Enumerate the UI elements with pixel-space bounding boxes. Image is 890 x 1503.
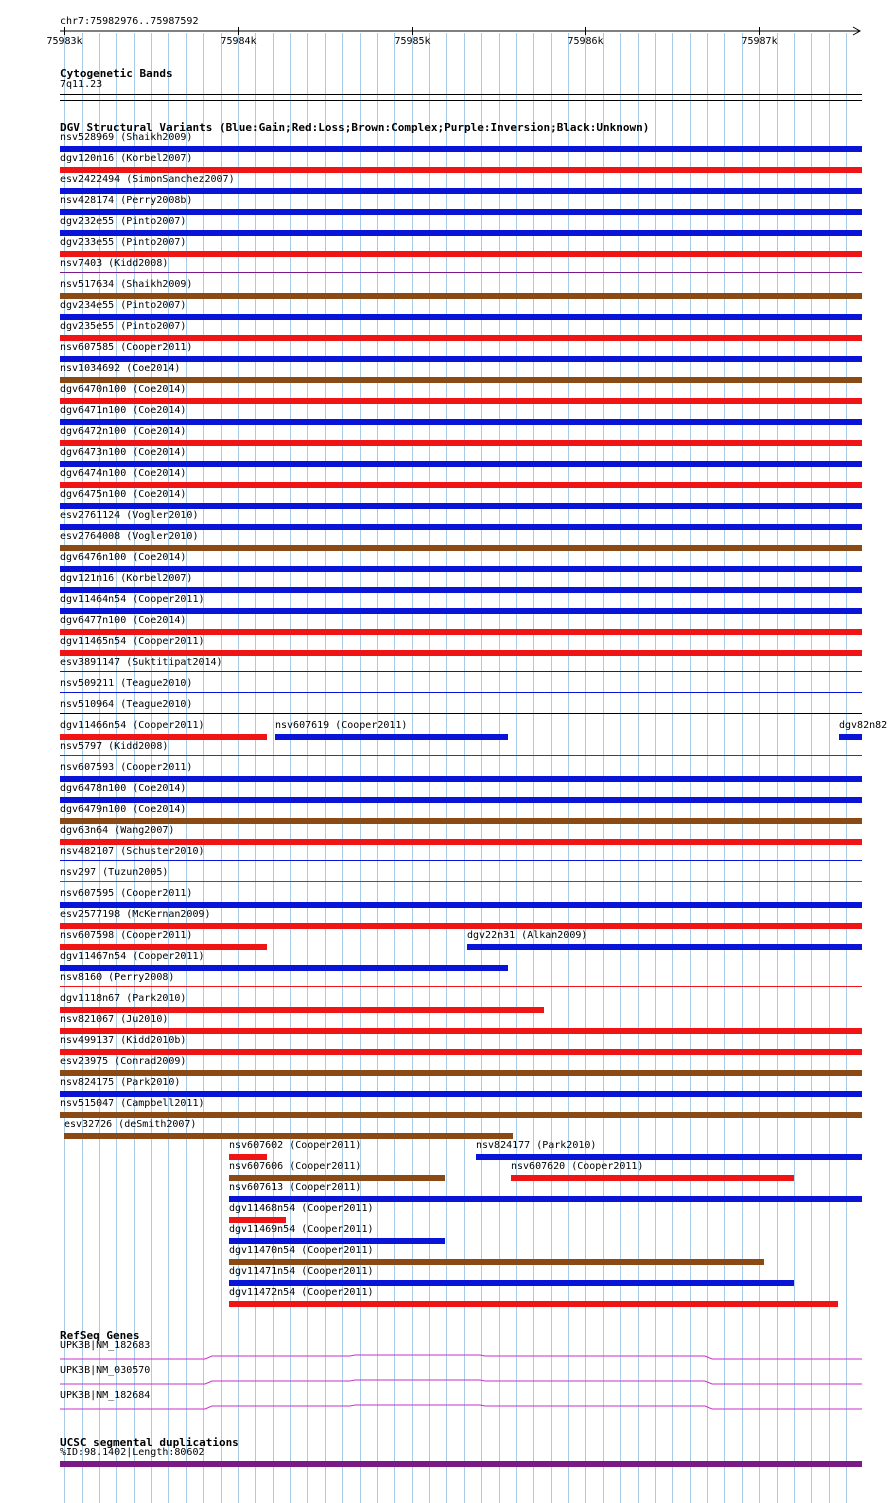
feature-label: dgv11472n54 (Cooper2011) [229,1287,374,1298]
variant-bar[interactable] [60,923,862,929]
feature-label: esv2761124 (Vogler2010) [60,510,199,521]
feature-label: dgv63n64 (Wang2007) [60,825,175,836]
feature-label: nsv482107 (Schuster2010) [60,846,205,857]
feature-label: dgv235e55 (Pinto2007) [60,321,187,332]
variant-bar[interactable] [60,293,862,299]
feature-label: dgv6475n100 (Coe2014) [60,489,187,500]
feature-label: dgv11466n54 (Cooper2011) [60,720,205,731]
variant-bar[interactable] [60,188,862,194]
feature-label: dgv6476n100 (Coe2014) [60,552,187,563]
ruler-tick-label: 75985k [394,36,431,47]
variant-bar[interactable] [60,692,862,693]
variant-bar[interactable] [229,1301,838,1307]
variant-bar[interactable] [275,734,508,740]
feature-label: nsv607619 (Cooper2011) [275,720,408,731]
variant-bar[interactable] [60,797,862,803]
feature-label: nsv5797 (Kidd2008) [60,741,169,752]
variant-bar[interactable] [60,251,862,257]
variant-bar[interactable] [60,986,862,987]
feature-label: nsv428174 (Perry2008b) [60,195,193,206]
variant-bar[interactable] [60,608,862,614]
feature-label: dgv6479n100 (Coe2014) [60,804,187,815]
variant-bar[interactable] [60,1461,862,1467]
feature-label: dgv82n82 [839,720,888,731]
feature-label: dgv232e55 (Pinto2007) [60,216,187,227]
variant-bar[interactable] [60,1007,544,1013]
variant-bar[interactable] [60,881,862,882]
variant-bar[interactable] [511,1175,794,1181]
feature-label: UPK3B|NM_030570 [60,1365,151,1376]
feature-label: nsv607598 (Cooper2011) [60,930,193,941]
variant-bar[interactable] [229,1280,794,1286]
variant-bar[interactable] [60,356,862,362]
feature-label: esv2422494 (SimonSanchez2007) [60,174,235,185]
variant-bar[interactable] [60,167,862,173]
feature-label: nsv821067 (Ju2010) [60,1014,169,1025]
ruler-tick-label: 75984k [220,36,257,47]
track-title-dgv: DGV Structural Variants (Blue:Gain;Red:Loss;Brown:Complex;Purple:Inversion;Black:Unknown) [60,121,650,134]
feature-label: UPK3B|NM_182684 [60,1390,151,1401]
variant-bar[interactable] [60,230,862,236]
variant-bar[interactable] [60,713,862,714]
feature-label: nsv297 (Tuzun2005) [60,867,169,878]
variant-bar[interactable] [60,461,862,467]
feature-label: dgv6474n100 (Coe2014) [60,468,187,479]
feature-label: dgv22n31 (Alkan2009) [467,930,588,941]
feature-label: nsv607602 (Cooper2011) [229,1140,362,1151]
feature-label: dgv234e55 (Pinto2007) [60,300,187,311]
variant-bar[interactable] [60,545,862,551]
variant-bar[interactable] [60,482,862,488]
variant-bar[interactable] [60,587,862,593]
track-cyto [60,67,862,101]
variant-bar[interactable] [64,1133,513,1139]
feature-label: dgv121n16 (Korbel2007) [60,573,193,584]
variant-bar[interactable] [839,734,862,740]
feature-label: nsv607620 (Cooper2011) [511,1161,644,1172]
feature-label: nsv607606 (Cooper2011) [229,1161,362,1172]
feature-label: nsv607593 (Cooper2011) [60,762,193,773]
feature-label: dgv6471n100 (Coe2014) [60,405,187,416]
feature-label: dgv233e55 (Pinto2007) [60,237,187,248]
variant-bar[interactable] [60,503,862,509]
variant-bar[interactable] [60,314,862,320]
feature-label: dgv11471n54 (Cooper2011) [229,1266,374,1277]
track-dgv [60,121,887,1307]
feature-label: nsv509211 (Teague2010) [60,678,193,689]
feature-label: nsv8160 (Perry2008) [60,972,175,983]
feature-label: dgv120n16 (Korbel2007) [60,153,193,164]
feature-label: nsv499137 (Kidd2010b) [60,1035,187,1046]
tracks [60,67,887,1467]
variant-bar[interactable] [229,1217,286,1223]
feature-label: esv32726 (deSmith2007) [64,1119,197,1130]
variant-bar[interactable] [60,1028,862,1034]
variant-bar[interactable] [60,440,862,446]
variant-bar[interactable] [60,734,267,740]
variant-bar[interactable] [229,1175,445,1181]
variant-bar[interactable] [60,524,862,530]
track-title-refseq: RefSeq Genes [60,1329,140,1342]
variant-bar[interactable] [60,629,862,635]
feature-label: nsv1034692 (Coe2014) [60,363,181,374]
feature-label: esv23975 (Conrad2009) [60,1056,187,1067]
feature-label: %ID:98.1402|Length:80602 [60,1447,205,1458]
variant-bar[interactable] [229,1154,267,1160]
variant-bar[interactable] [60,902,862,908]
variant-bar[interactable] [60,1091,862,1097]
variant-bar[interactable] [60,335,862,341]
feature-label: dgv1118n67 (Park2010) [60,993,187,1004]
feature-label: esv2764008 (Vogler2010) [60,531,199,542]
feature-label: nsv607585 (Cooper2011) [60,342,193,353]
variant-bar[interactable] [60,839,862,845]
variant-bar[interactable] [229,1259,764,1265]
variant-bar[interactable] [60,1112,862,1118]
feature-label: nsv528969 (Shaikh2009) [60,132,193,143]
feature-label: dgv6473n100 (Coe2014) [60,447,187,458]
feature-label: nsv824177 (Park2010) [476,1140,597,1151]
gene-transcript[interactable] [60,1380,862,1384]
feature-label: UPK3B|NM_182683 [60,1340,151,1351]
variant-bar[interactable] [60,272,862,273]
feature-label: nsv607595 (Cooper2011) [60,888,193,899]
variant-bar[interactable] [60,671,862,672]
feature-label: dgv11470n54 (Cooper2011) [229,1245,374,1256]
variant-bar[interactable] [60,209,862,215]
variant-bar[interactable] [60,566,862,572]
variant-bar[interactable] [60,146,862,152]
variant-bar[interactable] [60,1070,862,1076]
variant-bar[interactable] [60,377,862,383]
variant-bar[interactable] [229,1238,445,1244]
variant-bar[interactable] [60,650,862,656]
variant-bar[interactable] [60,776,862,782]
variant-bar[interactable] [60,944,267,950]
variant-bar[interactable] [476,1154,862,1160]
ruler-tick-label: 75986k [567,36,604,47]
variant-bar[interactable] [60,755,862,756]
feature-label: nsv515047 (Campbell2011) [60,1098,205,1109]
gene-transcript[interactable] [60,1405,862,1409]
feature-label: 7q11.23 [60,79,103,90]
feature-label: dgv11467n54 (Cooper2011) [60,951,205,962]
feature-label: dgv6472n100 (Coe2014) [60,426,187,437]
variant-bar[interactable] [60,1049,862,1055]
variant-bar[interactable] [60,965,508,971]
feature-label: nsv517634 (Shaikh2009) [60,279,193,290]
track-title-segdup: UCSC segmental duplications [60,1436,239,1449]
track-refseq [60,1329,862,1409]
feature-label: esv2577198 (McKernan2009) [60,909,211,920]
variant-bar[interactable] [60,398,862,404]
feature-label: dgv6470n100 (Coe2014) [60,384,187,395]
feature-label: dgv11464n54 (Cooper2011) [60,594,205,605]
variant-bar[interactable] [229,1196,862,1202]
track-title-cyto: Cytogenetic Bands [60,67,173,80]
feature-label: dgv11468n54 (Cooper2011) [229,1203,374,1214]
feature-label: nsv607613 (Cooper2011) [229,1182,362,1193]
feature-label: dgv11465n54 (Cooper2011) [60,636,205,647]
variant-bar[interactable] [467,944,862,950]
variant-bar[interactable] [60,419,862,425]
variant-bar[interactable] [60,818,862,824]
ruler-tick-label: 75987k [741,36,778,47]
feature-label: esv3891147 (Suktitipat2014) [60,657,223,668]
feature-label: nsv824175 (Park2010) [60,1077,181,1088]
track-segdup [60,1436,862,1467]
feature-label: dgv6478n100 (Coe2014) [60,783,187,794]
ruler-region-label: chr7:75982976..75987592 [60,16,199,27]
ruler-tick-label: 75983k [46,36,83,47]
variant-bar[interactable] [60,860,862,861]
feature-label: dgv11469n54 (Cooper2011) [229,1224,374,1235]
feature-label: dgv6477n100 (Coe2014) [60,615,187,626]
feature-label: nsv7403 (Kidd2008) [60,258,169,269]
gene-transcript[interactable] [60,1355,862,1359]
feature-label: nsv510964 (Teague2010) [60,699,193,710]
